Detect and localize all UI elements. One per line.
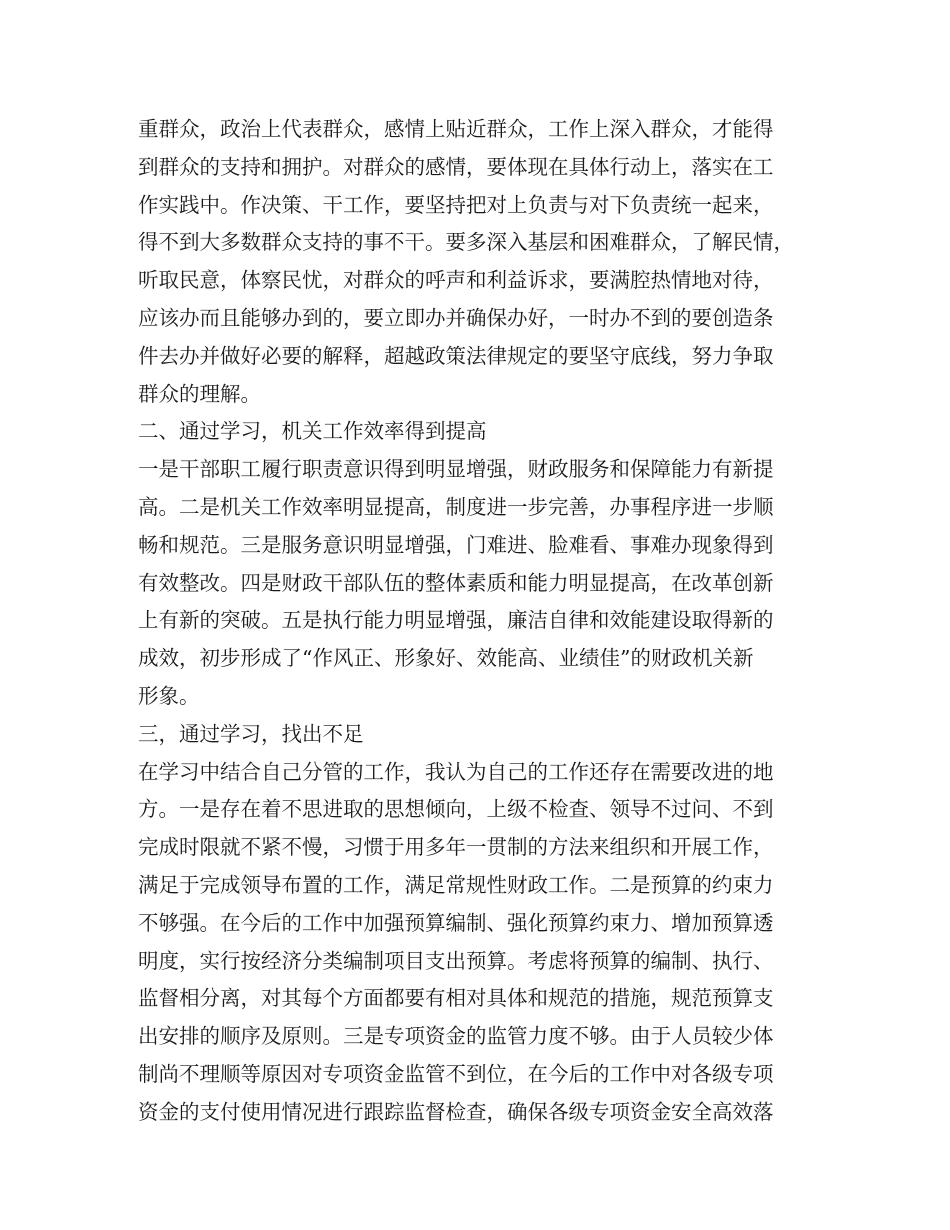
text-line: 上有新的突破。五是执行能力明显增强，廉洁自律和效能建设取得新的 xyxy=(138,608,774,633)
text-line: 到群众的支持和拥护。对群众的感情，要体现在具体行动上，落实在工 xyxy=(138,154,774,179)
text-line: 方。一是存在着不思进取的思想倾向，上级不检查、领导不过问、不到 xyxy=(138,797,774,822)
text-line: 有效整改。四是财政干部队伍的整体素质和能力明显提高，在改革创新 xyxy=(138,570,774,595)
document-body xyxy=(138,111,828,1132)
text-line: 件去办并做好必要的解释，超越政策法律规定的要坚守底线，努力争取 xyxy=(138,343,774,368)
text-line: 重群众，政治上代表群众，感情上贴近群众，工作上深入群众，才能得 xyxy=(138,117,774,141)
text-line: 出安排的顺序及原则。三是专项资金的监管力度不够。由于人员较少体 xyxy=(138,1024,774,1049)
section-heading: 二、通过学习，机关工作效率得到提高 xyxy=(138,419,487,444)
text-line: 畅和规范。三是服务意识明显增强，门难进、脸难看、事难办现象得到 xyxy=(138,532,774,557)
text-line: 一是干部职工履行职责意识得到明显增强，财政服务和保障能力有新提 xyxy=(138,457,774,482)
text-line: 听取民意，体察民忧，对群众的呼声和利益诉求，要满腔热情地对待， xyxy=(138,268,774,293)
text-line: 在学习中结合自己分管的工作，我认为自己的工作还存在需要改进的地 xyxy=(138,759,774,784)
text-line: 明度，实行按经济分类编制项目支出预算。考虑将预算的编制、执行、 xyxy=(138,948,774,973)
text-line: 形象。 xyxy=(138,683,200,708)
text-line: 监督相分离，对其每个方面都要有相对具体和规范的措施，规范预算支 xyxy=(138,986,774,1011)
section-heading: 三，通过学习，找出不足 xyxy=(138,721,364,746)
text-line: 不够强。在今后的工作中加强预算编制、强化预算约束力、增加预算透 xyxy=(138,910,774,935)
text-line: 群众的理解。 xyxy=(138,381,261,406)
text-line: 满足于完成领导布置的工作，满足常规性财政工作。二是预算的约束力 xyxy=(138,872,774,897)
text-line: 得不到大多数群众支持的事不干。要多深入基层和困难群众，了解民情， xyxy=(138,230,794,255)
text-line: 完成时限就不紧不慢，习惯于用多年一贯制的方法来组织和开展工作， xyxy=(138,835,774,860)
text-line: 作实践中。作决策、干工作，要坚持把对上负责与对下负责统一起来， xyxy=(138,192,774,217)
text-line: 资金的支付使用情况进行跟踪监督检查，确保各级专项资金安全高效落 xyxy=(138,1099,774,1124)
text-line: 成效，初步形成了“作风正、形象好、效能高、业绩佳”的财政机关新 xyxy=(138,646,754,671)
text-line: 高。二是机关工作效率明显提高，制度进一步完善，办事程序进一步顺 xyxy=(138,494,774,519)
text-line: 制尚不理顺等原因对专项资金监管不到位，在今后的工作中对各级专项 xyxy=(138,1061,774,1086)
text-line: 应该办而且能够办到的，要立即办并确保办好，一时办不到的要创造条 xyxy=(138,305,774,330)
